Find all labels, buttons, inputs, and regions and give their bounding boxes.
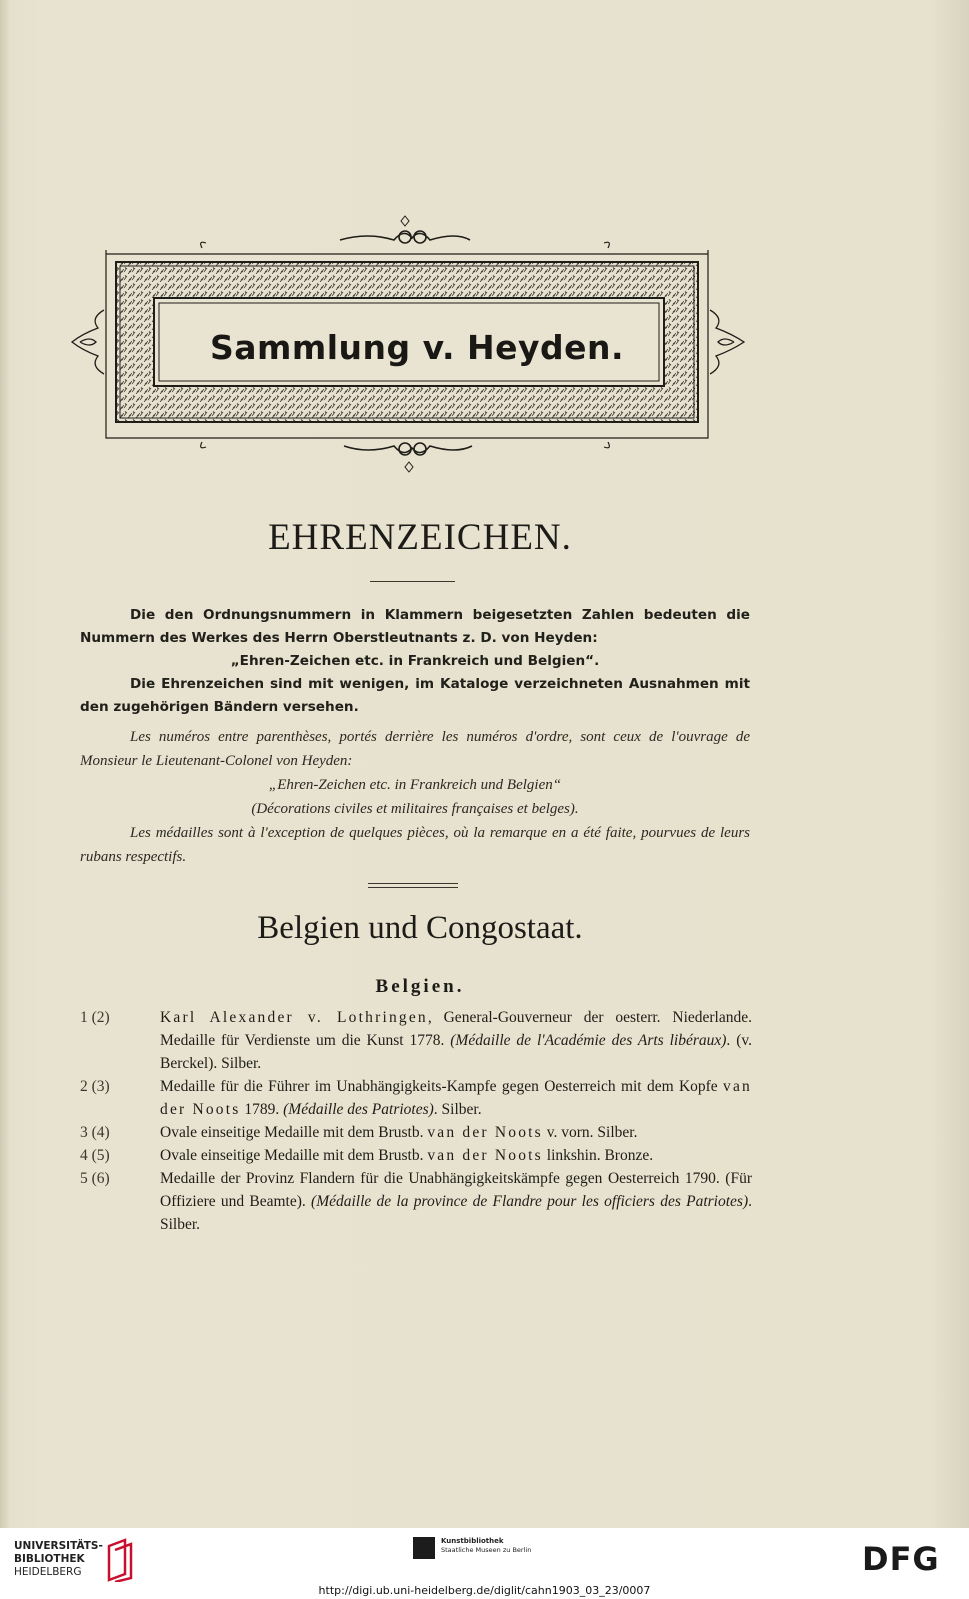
entry-name: Karl Alexander v. Lothringen (160, 1009, 428, 1026)
list-item (80, 1121, 752, 1144)
kb-line2: Staatliche Museen zu Berlin (441, 1546, 532, 1554)
entry-text (160, 1006, 752, 1075)
entry-text (160, 1167, 752, 1236)
entry-material: . (v. Berckel). Silber. (160, 1032, 752, 1072)
footer-bar (0, 1528, 969, 1599)
collection-title: Sammlung v. Heyden. (209, 327, 625, 367)
entry-material: . Silber. (433, 1101, 482, 1118)
entry-name: van der Noots (160, 1078, 752, 1118)
entry-text (160, 1121, 752, 1144)
list-item (80, 1144, 752, 1167)
entry-french: (Médaille de l'Académie des Arts libéraux) (450, 1032, 727, 1049)
entry-number: 5 (6) (80, 1170, 110, 1187)
intro-de-line1: Die den Ordnungsnummern in Klammern beigesetzten Zahlen bedeuten die Nummern des Werkes des Herrn Oberstleutnants z. D. von Heyden: (80, 607, 750, 646)
divider (370, 581, 455, 582)
bottom-flourish-icon (344, 443, 472, 472)
entry-number: 1 (2) (80, 1009, 110, 1026)
intro-french (80, 725, 750, 869)
kb-line1: Kunstbibliothek (441, 1537, 504, 1545)
intro-de-line2: Die Ehrenzeichen sind mit wenigen, im Kataloge verzeichneten Ausnahmen mit den zugehörigen Bändern versehen. (80, 676, 750, 715)
entry-french: (Médaille des Patriotes) (283, 1101, 434, 1118)
intro-fr-work-title: „Ehren-Zeichen etc. in Frankreich und Belgien“ (268, 777, 562, 793)
list-item (80, 1167, 752, 1236)
list-item (80, 1006, 752, 1075)
kunstbibliothek-logo-icon (413, 1537, 435, 1559)
entry-number: 4 (5) (80, 1147, 110, 1164)
ub-line1: UNIVERSITÄTS- (14, 1540, 103, 1552)
entry-number: 3 (4) (80, 1124, 110, 1141)
entry-desc: Medaille für die Führer im Unabhängigkeits-Kampfe gegen Oesterreich mit dem Kopfe (160, 1078, 724, 1095)
top-flourish-icon (340, 216, 470, 243)
entry-text (160, 1144, 752, 1167)
list-item (80, 1075, 752, 1121)
double-divider (368, 883, 458, 888)
subsection-title: Belgien. (375, 976, 465, 997)
source-url[interactable]: http://digi.ub.uni-heidelberg.de/diglit/cahn1903_03_23/0007 (318, 1584, 651, 1597)
entry-text (160, 1075, 752, 1121)
intro-german (80, 604, 750, 719)
intro-fr-work-subtitle: (Décorations civiles et militaires françaises et belges). (251, 801, 579, 817)
intro-fr-line2: Les médailles sont à l'exception de quelques pièces, où la remarque en a été faite, pourvues de leurs rubans respectifs. (80, 825, 750, 865)
entry-number: 2 (3) (80, 1078, 110, 1095)
dfg-logo: DFG (862, 1540, 940, 1578)
ub-line3: HEIDELBERG (14, 1566, 82, 1578)
main-heading: EHRENZEICHEN. (268, 517, 572, 558)
entry-french: (Médaille de la province de Flandre pour les officiers des Patriotes) (311, 1193, 749, 1210)
ub-line2: BIBLIOTHEK (14, 1553, 85, 1565)
kunstbibliothek-label (441, 1537, 531, 1555)
right-flourish-icon (710, 310, 744, 374)
entry-year: 1789. (240, 1101, 284, 1118)
entry-desc: Ovale einseitige Medaille mit dem Brustb. (160, 1147, 428, 1164)
entry-name: van der Noots (427, 1147, 543, 1164)
entry-name: van der Noots (427, 1124, 543, 1141)
intro-fr-line1: Les numéros entre parenthèses, portés derrière les numéros d'ordre, sont ceux de l'ouvrage de Monsieur le Lieutenant-Colonel von Heyden: (80, 729, 750, 769)
entry-material: linkshin. Bronze. (542, 1147, 654, 1164)
intro-de-work-title: „Ehren-Zeichen etc. in Frankreich und Belgien“. (230, 653, 600, 669)
entry-material: v. vorn. Silber. (542, 1124, 638, 1141)
title-box (157, 302, 677, 392)
section-title: Belgien und Congostaat. (257, 910, 583, 946)
ub-heidelberg-label (14, 1540, 103, 1579)
entry-desc: Medaille der Provinz Flandern für die Unabhängigkeitskämpfe gegen Oesterreich 1790. (Für Offiziere und Beamte). (160, 1170, 752, 1210)
left-flourish-icon (72, 310, 104, 374)
entry-desc: Ovale einseitige Medaille mit dem Brustb. (160, 1124, 428, 1141)
entry-material: . Silber. (160, 1193, 752, 1233)
ub-heidelberg-logo-icon (103, 1538, 137, 1582)
entry-desc: , General-Gouverneur der oesterr. Niederlande. Medaille für Verdienste um die Kunst 1778. (160, 1009, 752, 1049)
catalog-entries (80, 1006, 752, 1236)
